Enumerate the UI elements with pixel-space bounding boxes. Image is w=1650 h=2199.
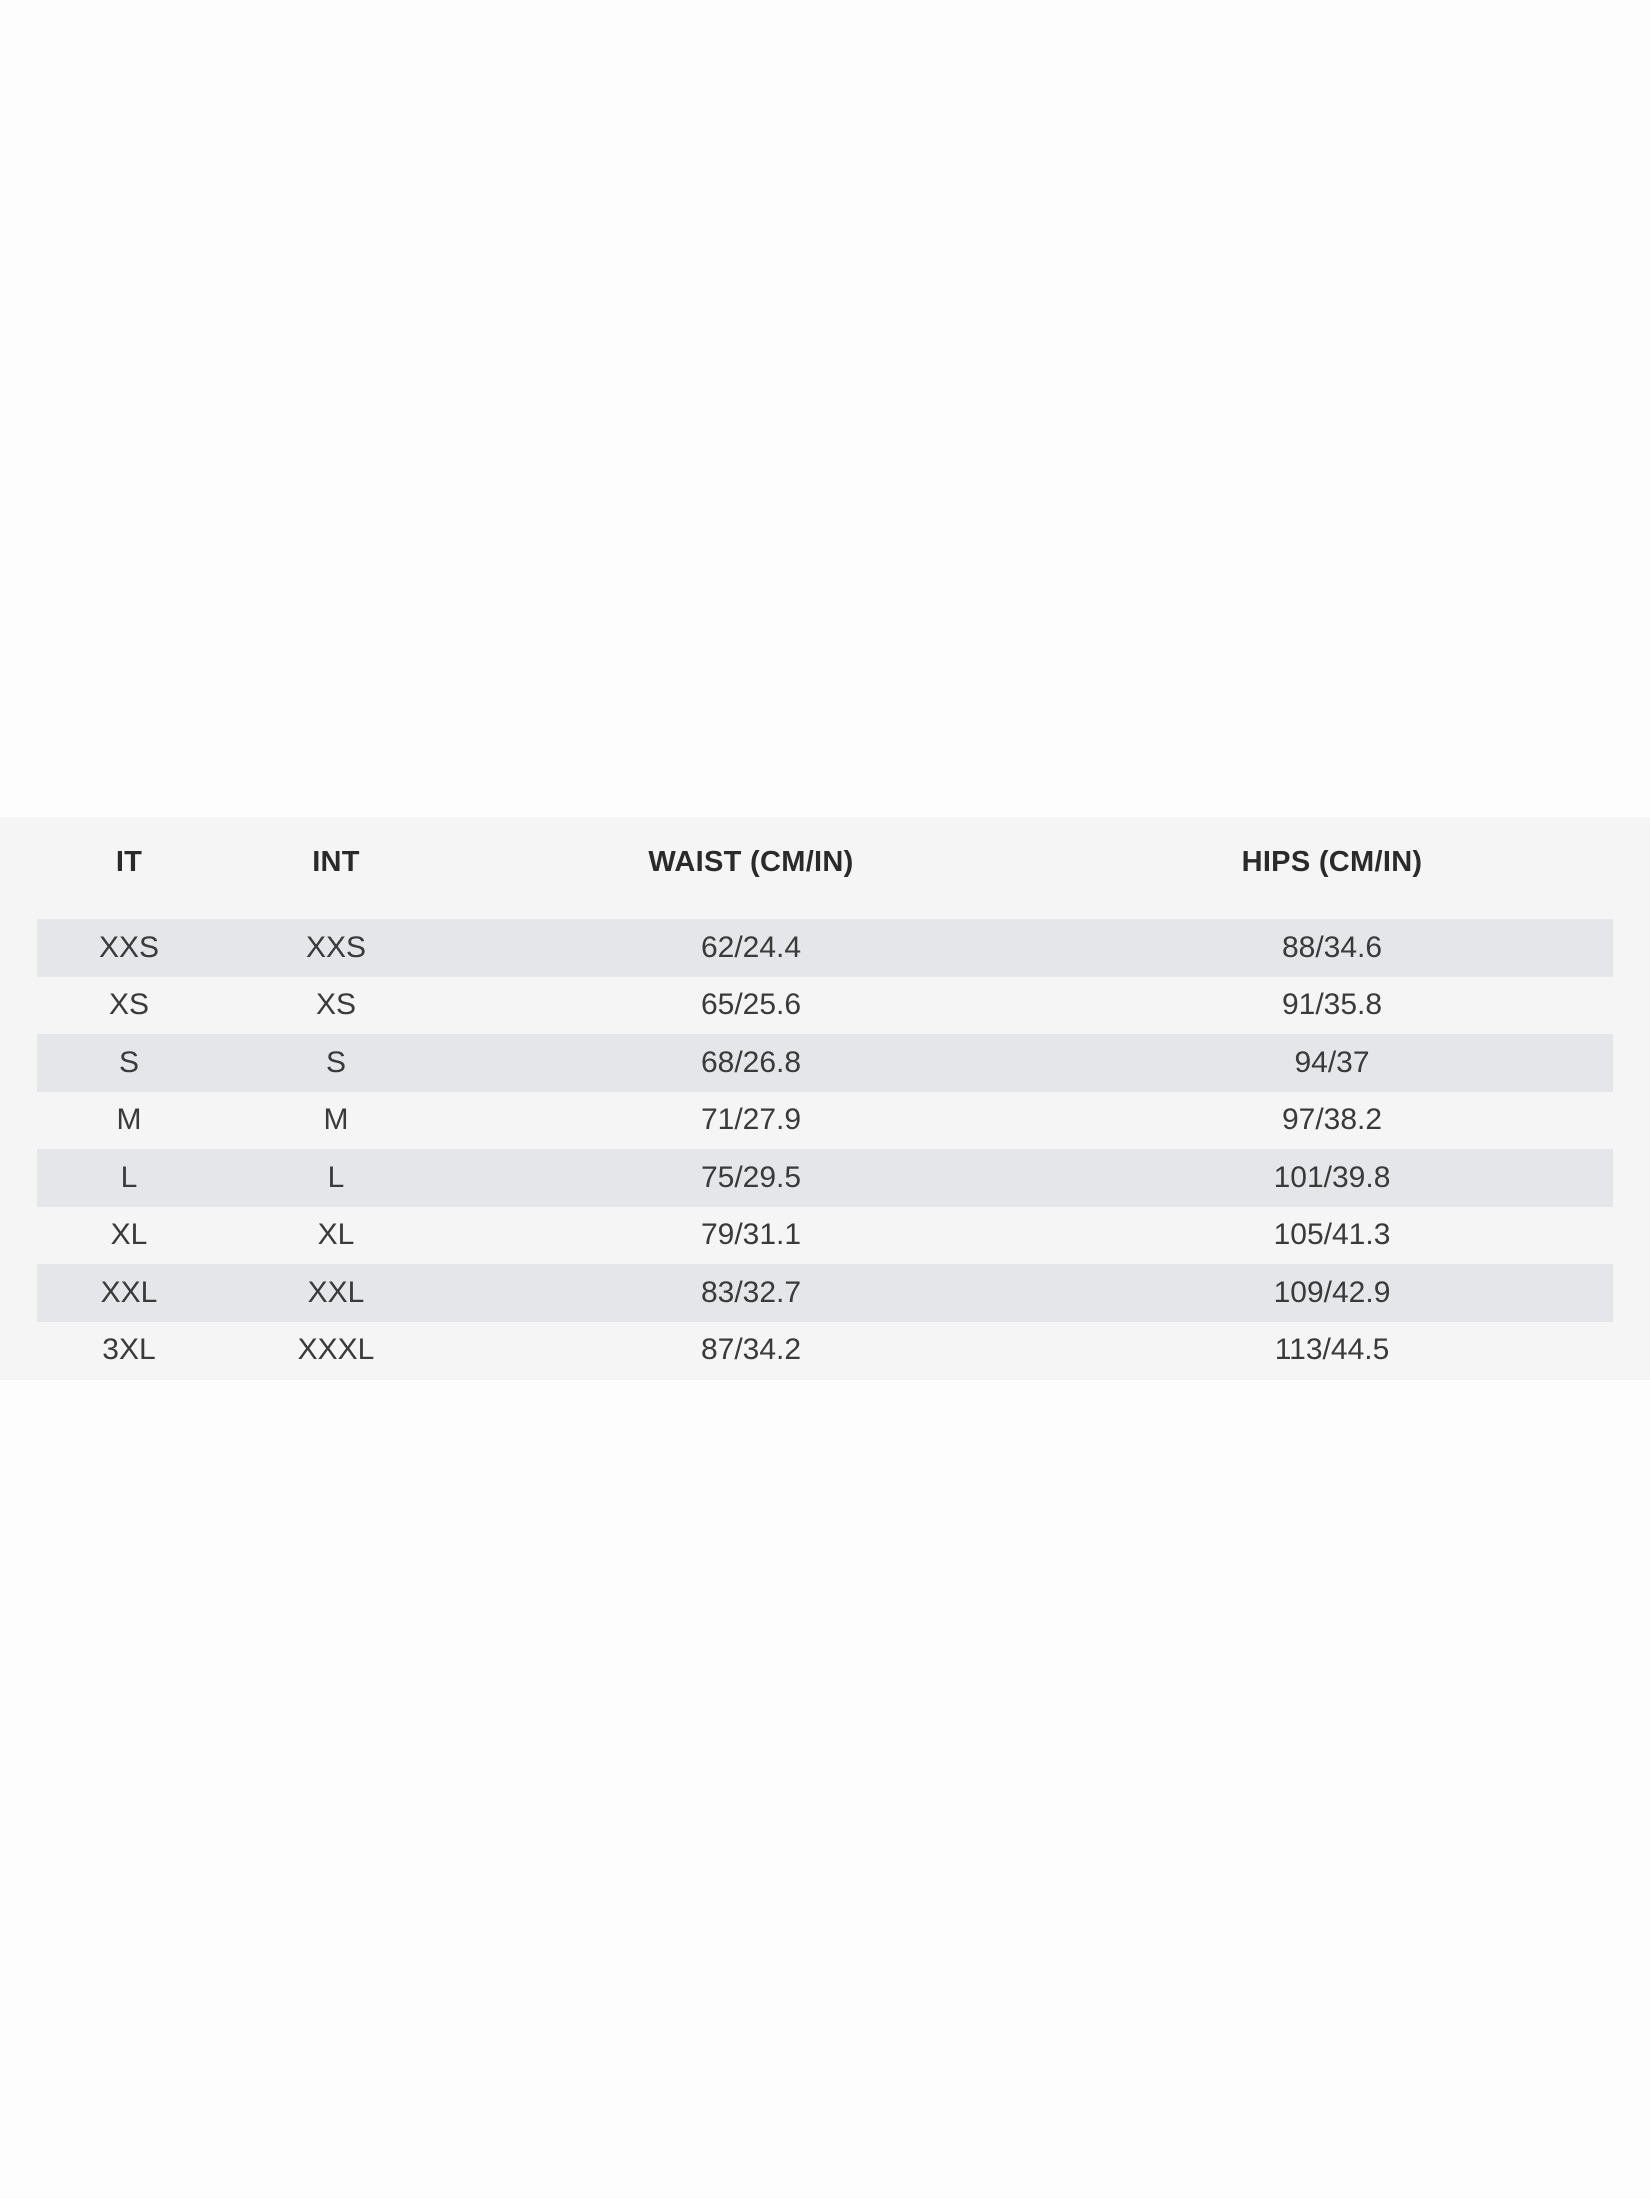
cell-hips: 94/37 xyxy=(1294,1045,1370,1079)
cell-hips: 109/42.9 xyxy=(1273,1275,1391,1309)
cell-waist: 62/24.4 xyxy=(700,930,802,964)
cell-waist: 71/27.9 xyxy=(700,1103,802,1137)
cell-hips: 91/35.8 xyxy=(1281,988,1383,1022)
cell-int: L xyxy=(327,1160,345,1194)
table-body xyxy=(37,919,1613,1379)
cell-it: XS xyxy=(108,988,150,1022)
cell-hips: 101/39.8 xyxy=(1273,1160,1391,1194)
table-row xyxy=(37,1322,1613,1380)
cell-it: L xyxy=(120,1160,138,1194)
table-row xyxy=(37,977,1613,1035)
cell-hips: 113/44.5 xyxy=(1274,1333,1390,1367)
cell-waist: 75/29.5 xyxy=(700,1160,802,1194)
cell-waist: 68/26.8 xyxy=(700,1045,802,1079)
table-header xyxy=(37,817,1613,907)
header-hips: HIPS (CM/IN) xyxy=(1241,845,1423,878)
cell-hips: 105/41.3 xyxy=(1273,1218,1391,1252)
cell-it: S xyxy=(118,1045,139,1079)
table-row xyxy=(37,919,1613,977)
cell-int: XS xyxy=(315,988,357,1022)
cell-hips: 88/34.6 xyxy=(1281,930,1383,964)
cell-waist: 87/34.2 xyxy=(700,1333,802,1367)
cell-int: XXS xyxy=(305,930,367,964)
header-int: INT xyxy=(312,845,360,878)
cell-waist: 83/32.7 xyxy=(700,1275,802,1309)
cell-int: M xyxy=(323,1103,349,1137)
cell-it: 3XL xyxy=(102,1333,156,1367)
cell-int: S xyxy=(325,1045,346,1079)
cell-int: XXXL xyxy=(297,1333,375,1367)
cell-int: XXL xyxy=(307,1275,365,1309)
cell-waist: 79/31.1 xyxy=(700,1218,802,1252)
size-chart-table xyxy=(0,817,1650,1380)
cell-int: XL xyxy=(317,1218,355,1252)
cell-it: XXS xyxy=(98,930,160,964)
table-row xyxy=(37,1034,1613,1092)
table-row xyxy=(37,1207,1613,1265)
table-row xyxy=(37,1092,1613,1150)
header-waist: WAIST (CM/IN) xyxy=(648,845,854,878)
cell-hips: 97/38.2 xyxy=(1281,1103,1383,1137)
cell-it: M xyxy=(116,1103,142,1137)
header-it: IT xyxy=(115,845,143,878)
table-row xyxy=(37,1264,1613,1322)
cell-it: XXL xyxy=(100,1275,158,1309)
cell-it: XL xyxy=(110,1218,148,1252)
table-row xyxy=(37,1149,1613,1207)
cell-waist: 65/25.6 xyxy=(700,988,802,1022)
